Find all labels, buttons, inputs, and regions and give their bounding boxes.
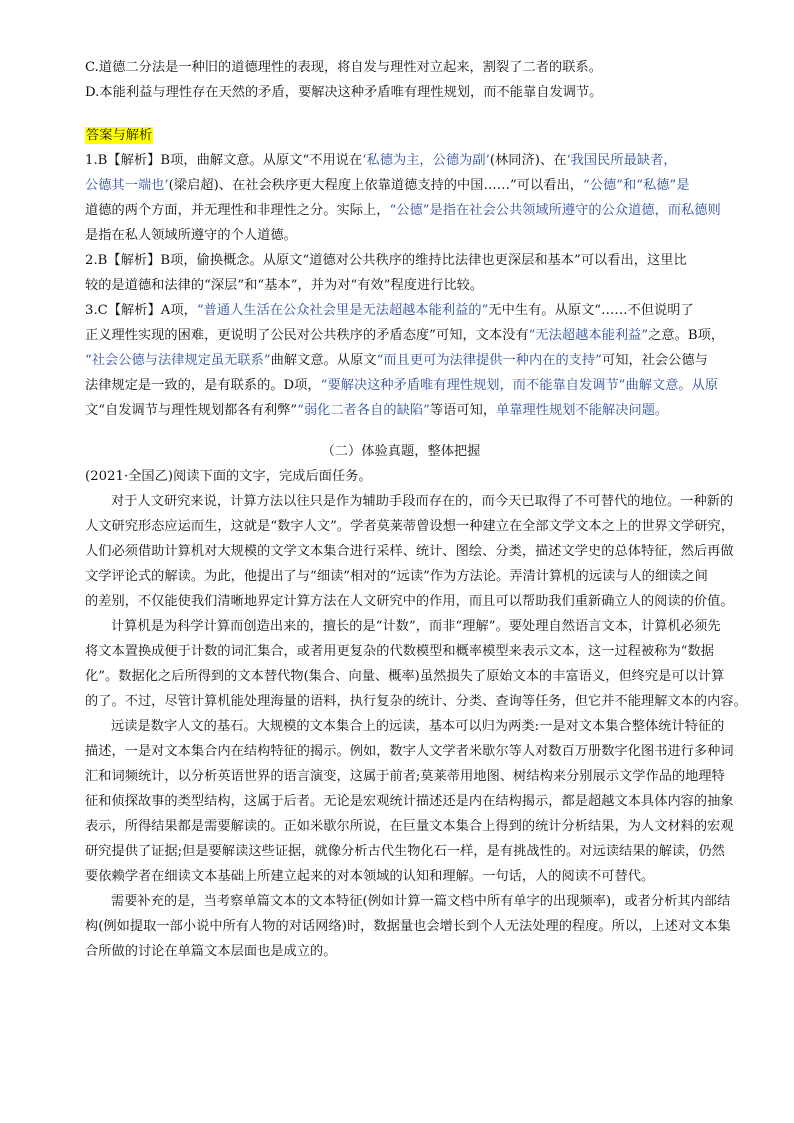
answer-3-text: 无中生有。从原文“……不但说明了 [488, 303, 694, 318]
answer-1-text: 1.B【解析】B项，曲解文意。从原文“不用说在 [85, 153, 363, 168]
answer-3-line-1 [85, 298, 717, 323]
passage-line: 合所做的讨论在单篇文本层面也是成立的。 [85, 944, 337, 959]
answer-3-text: 之意。B项， [648, 328, 725, 343]
answer-3-text: 可知，社会公德与 [601, 353, 708, 368]
answer-1-line-4 [85, 223, 717, 248]
passage-line: 的了。不过，尽管计算机能处理海量的语料，执行复杂的统计、分类、查询等任务，但它并不能理解文本的内容。 [85, 694, 747, 709]
answer-1-quote: ‘私德为主，公德为副’ [362, 153, 490, 168]
passage-line: 文学评论式的解读。为此，他提出了与“细读”相对的“远读”作为方法论。弄清计算机的远读与人的细读之间 [85, 569, 708, 584]
option-c: C.道德二分法是一种旧的道德理性的表现，将自发与理性对立起来，割裂了二者的联系。 [85, 60, 602, 75]
passage-line: 表示，所得结果都是需要解读的。正如米歇尔所说，在巨量文本集合上得到的统计分析结果，为人文材料的宏观 [85, 819, 734, 834]
passage-line: 计算机是为科学计算而创造出来的，擅长的是“计数”，而非“理解”。要处理自然语言文本，计算机必须先 [111, 619, 721, 634]
passage-line: 需要补充的是，当考察单篇文本的文本特征(例如计算一篇文档中所有单字的出现频率)，或者分析其内部结 [111, 894, 731, 909]
document-page [85, 55, 747, 964]
answer-3-text: 文“自发调节与理性规划都各有利弊” [85, 403, 298, 418]
answer-header: 答案与解析 [86, 128, 153, 143]
option-d: D.本能利益与理性存在天然的矛盾，要解决这种矛盾唯有理性规划，而不能靠自发调节。 [85, 85, 603, 100]
answer-1-quote: ‘我国民所最缺者， [566, 153, 677, 168]
answer-1-quote: 公德其一端也’ [85, 178, 169, 193]
answer-2-line-1: 2.B【解析】B项，偷换概念。从原文“道德对公共秩序的维持比法律也更深层和基本”可以看出，这里比 [85, 253, 687, 268]
answer-3-text: 等语可知， [429, 403, 497, 418]
answer-1-text: 是指在私人领域所遵守的个人道德。 [85, 228, 297, 243]
answer-3-text: 曲解文意。从原文 [270, 353, 377, 368]
answer-3-text: 正义理性实现的困难，更说明了公民对公共秩序的矛盾态度”可知，文本没有 [85, 328, 529, 343]
passage-line: 人们必须借助计算机对大规模的文学文本集合进行采样、统计、图绘、分类，描述文学史的总体特征，然后再做 [85, 544, 734, 559]
answer-1-line-2 [85, 173, 717, 198]
answer-3-quote: “无法超越本能利益” [528, 328, 649, 343]
passage-line: 构(例如提取一部小说中所有人物的对话网络)时，数据量也会增长到个人无法处理的程度。所以，上述对文本集 [85, 919, 731, 934]
passage-line: 人文研究形态应运而生，这就是“数字人文”。学者莫莱蒂曾设想一种建立在全部文学文本之上的世界文学研究， [85, 519, 734, 534]
answer-3-quote: “普通人生活在公众社会里是无法超越本能利益的” [196, 303, 489, 318]
answer-2-line-2: 较的是道德和法律的“深层”和“基本”，并为对“有效”程度进行比较。 [85, 278, 484, 293]
passage-line: 的差别，不仅能使我们清晰地界定计算方法在人文研究中的作用，而且可以帮助我们重新确立人的阅读的价值。 [85, 594, 734, 609]
passage-line: 征和侦探故事的类型结构，这属于后者。无论是宏观统计描述还是内在结构揭示，都是超越文本具体内容的抽象 [85, 794, 734, 809]
answer-1-quote: “公德”和“私德”是 [582, 178, 690, 193]
passage-line: 研究提供了证据;但是要解读这些证据，就像分析古代生物化石一样，是有挑战性的。对远读结果的解读，仍然 [85, 844, 725, 859]
answer-3-quote: “弱化二者各自的缺陷” [297, 403, 430, 418]
answer-3-quote: “要解决这种矛盾唯有理性规划，而不能靠自发调节”曲解文意。从原 [320, 378, 719, 393]
answer-3-line-5 [85, 398, 717, 423]
passage-line: 对于人文研究来说，计算方法以往只是作为辅助手段而存在的，而今天已取得了不可替代的地位。一种新的 [111, 494, 734, 509]
answer-1-text: 道德的两个方面，并无理性和非理性之分。实际上， [85, 203, 390, 218]
answer-3-line-2 [85, 323, 725, 348]
answer-3-text: 3.C【解析】A项， [85, 303, 197, 318]
answer-3-quote: “社会公德与法律规定虽无联系” [85, 353, 271, 368]
answer-3-quote: “而且更可为法律提供一种内在的支持” [376, 353, 602, 368]
answer-1-quote: “公德”是指在社会公共领域所遵守的公众道德，而私德则 [389, 203, 721, 218]
answer-3-line-3 [85, 348, 717, 373]
answer-3-quote: 单靠理性规划不能解决问题。 [496, 403, 669, 418]
passage-line: 将文本置换成便于计数的词汇集合，或者用更复杂的代数模型和概率模型来表示文本，这一过程被称为“数据 [85, 644, 714, 659]
passage-line: 远读是数字人文的基石。大规模的文本集合上的远读，基本可以归为两类:一是对文本集合整体统计特征的 [111, 719, 725, 734]
answer-header-row [85, 123, 717, 148]
answer-1-line-1 [85, 148, 717, 173]
answer-1-text: (林同济)、在 [489, 153, 567, 168]
section-title: （二）体验真题，整体把握 [321, 444, 481, 459]
answer-3-text: 法律规定是一致的，是有联系的。D项， [85, 378, 321, 393]
answer-1-text: (梁启超)、在社会秩序更大程度上依靠道德支持的中国……”可以看出， [168, 178, 583, 193]
passage-line: 描述，一是对文本集合内在结构特征的揭示。例如，数字人文学者米歇尔等人对数百万册数字化图书进行多种词 [85, 744, 734, 759]
source-line: (2021·全国乙)阅读下面的文字，完成后面任务。 [85, 469, 372, 484]
answer-3-line-4 [85, 373, 717, 398]
passage-line: 要依赖学者在细读文本基础上所建立起来的对本领域的认知和理解。一句话，人的阅读不可替代。 [85, 869, 655, 884]
answer-1-line-3 [85, 198, 721, 223]
passage-line: 汇和词频统计，以分析英语世界的语言演变，这属于前者;莫莱蒂用地图、树结构来分别展示文学作品的地理特 [85, 769, 725, 784]
passage-line: 化”。数据化之后所得到的文本替代物(集合、向量、概率)虽然损失了原始文本的丰富语义，但终究是可以计算 [85, 669, 725, 684]
